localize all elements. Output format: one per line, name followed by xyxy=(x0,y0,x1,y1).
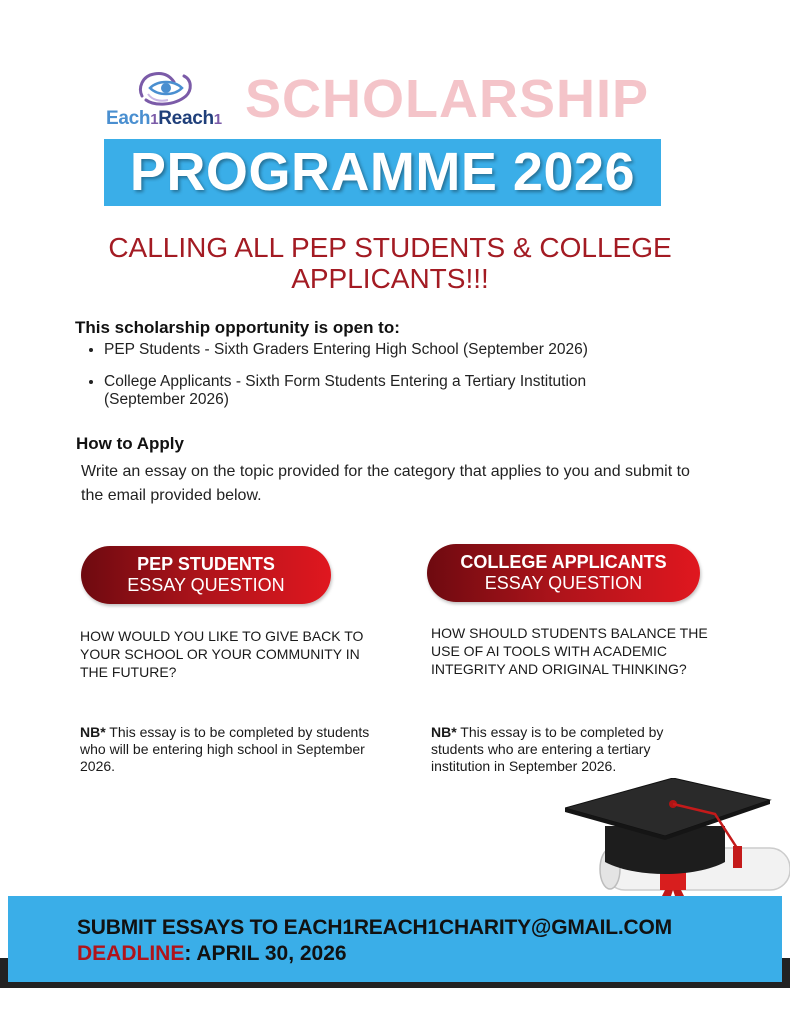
title-banner xyxy=(104,139,661,206)
graduation-cap-diploma-icon xyxy=(565,778,790,908)
title-programme: PROGRAMME 2026 xyxy=(129,142,636,202)
hands-eye-icon xyxy=(134,66,196,108)
deadline-value: : APRIL 30, 2026 xyxy=(184,942,347,965)
logo-word-each: Each xyxy=(106,108,151,129)
calling-line: CALLING ALL PEP STUDENTS & COLLEGE xyxy=(108,232,672,263)
eligibility-heading: This scholarship opportunity is open to: xyxy=(75,318,400,337)
note-text: This essay is to be completed by students who are entering a tertiary institution in September 2026. xyxy=(431,724,664,774)
deadline-label: DEADLINE xyxy=(77,942,185,965)
logo-numeral: 1 xyxy=(213,111,222,128)
note-text: This essay is to be completed by students who will be entering high school in September 2026. xyxy=(80,724,370,774)
category-subtitle: ESSAY QUESTION xyxy=(484,573,643,593)
how-to-apply-text: Write an essay on the topic provided for the category that applies to you and submit to the email provided below. xyxy=(81,463,690,504)
title-scholarship: SCHOLARSHIP xyxy=(245,69,650,129)
eligibility-list xyxy=(100,341,660,409)
college-essay-question: HOW SHOULD STUDENTS BALANCE THE USE OF AI TOOLS WITH ACADEMIC INTEGRITY AND ORIGINAL THINKING? xyxy=(431,625,708,677)
category-name: PEP STUDENTS xyxy=(137,554,275,574)
note-label: NB* xyxy=(431,724,457,740)
submission-footer xyxy=(8,896,782,982)
submit-instruction: SUBMIT ESSAYS TO EACH1REACH1CHARITY@GMAIL.COM xyxy=(77,916,672,939)
category-subtitle: ESSAY QUESTION xyxy=(127,575,285,595)
note-label: NB* xyxy=(80,724,106,740)
calling-line: APPLICANTS!!! xyxy=(291,263,489,294)
college-category-badge xyxy=(427,544,700,602)
logo-numeral: 1 xyxy=(150,111,159,128)
category-name: COLLEGE APPLICANTS xyxy=(460,552,667,572)
list-item: • PEP Students - Sixth Graders Entering High School (September 2026) xyxy=(104,341,660,359)
how-to-apply-heading: How to Apply xyxy=(76,434,184,453)
logo-word-reach: Reach xyxy=(158,108,214,129)
college-note xyxy=(431,724,701,775)
pep-note xyxy=(80,724,380,775)
calling-headline xyxy=(90,232,690,294)
list-item: • College Applicants - Sixth Form Students Entering a Tertiary Institution (September 2026) xyxy=(104,373,660,409)
deadline xyxy=(77,942,347,966)
each1reach1-logo xyxy=(104,66,232,132)
pep-category-badge xyxy=(81,546,331,604)
pep-essay-question: HOW WOULD YOU LIKE TO GIVE BACK TO YOUR SCHOOL OR YOUR COMMUNITY IN THE FUTURE? xyxy=(80,628,364,680)
